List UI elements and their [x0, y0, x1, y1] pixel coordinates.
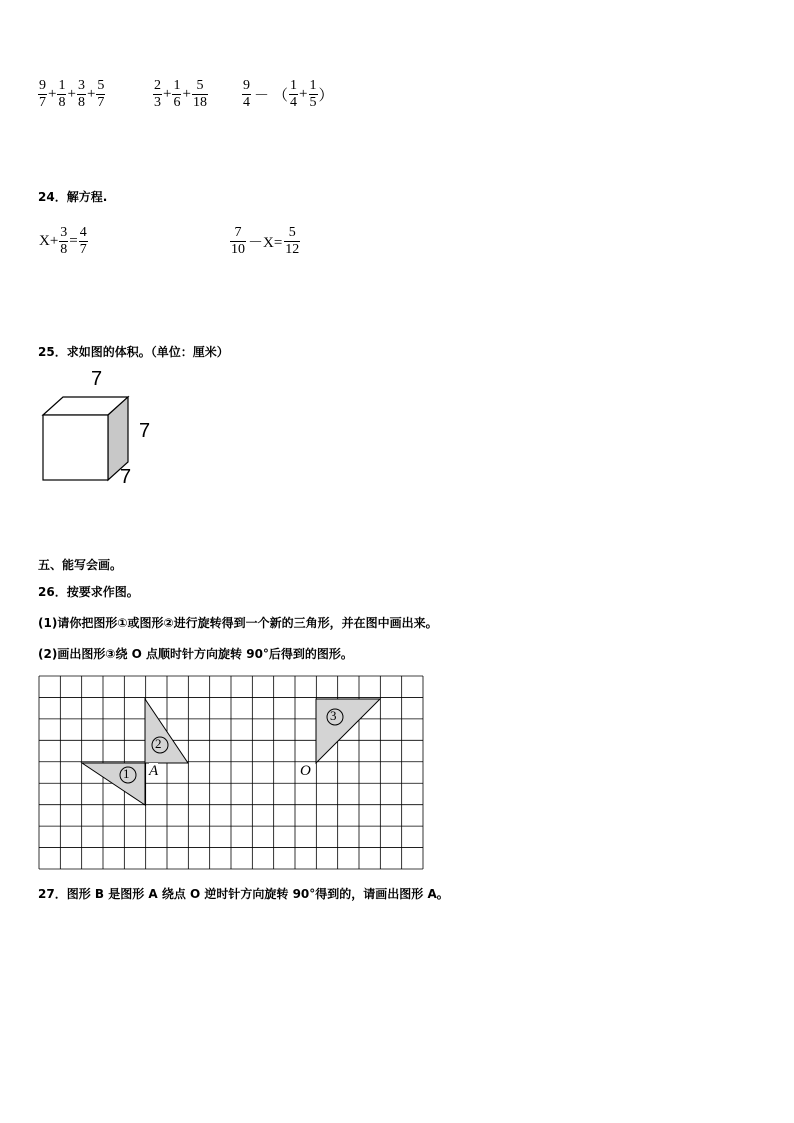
fraction: $\frac{2}{3}$: [154, 78, 161, 110]
triangle-2: [145, 699, 188, 763]
fraction: $\frac{3}{8}$: [77, 78, 85, 110]
fraction: $\frac{9}{4}$: [243, 78, 250, 110]
question-26-part-2: (2)画出图形③绕 O 点顺时针方向旋转 90°后得到的图形。: [38, 647, 353, 661]
label-3: 3: [330, 708, 337, 723]
label-2: 2: [155, 736, 162, 751]
fraction: $\frac{5}{18}$: [192, 78, 207, 110]
operator: －: [254, 88, 270, 104]
fraction: $\frac{5}{7}$: [97, 78, 105, 110]
calc-expression-3: [242, 78, 335, 111]
calc-expression-1: [38, 78, 105, 111]
cube-top-label: 7: [91, 368, 103, 390]
operator: +: [67, 86, 76, 102]
grid-drawing: [38, 675, 424, 870]
rotation-grid: [38, 675, 424, 870]
cube-figure: [38, 368, 168, 493]
point-o-label: O: [300, 763, 311, 779]
fraction: $\frac{7}{10}$: [231, 225, 245, 257]
fraction: $\frac{1}{6}$: [173, 78, 181, 110]
question-25-title: 25．求如图的体积。（单位：厘米）: [38, 345, 229, 359]
question-24-title: 24．解方程.: [38, 190, 108, 204]
fraction: $\frac{5}{12}$: [285, 225, 300, 257]
operator: +: [48, 86, 57, 102]
question-27-title: 27．图形 B 是图形 A 绕点 O 逆时针方向旋转 90°得到的，请画出图形 A。: [38, 887, 449, 901]
cube-right-label: 7: [139, 420, 151, 442]
paren: （: [273, 88, 289, 104]
operator: +: [299, 86, 308, 102]
fraction: $\frac{3}{8}$: [60, 225, 68, 257]
fraction: $\frac{4}{7}$: [79, 225, 87, 257]
operator: +: [182, 86, 191, 102]
section-5-title: 五、能写会画。: [38, 558, 123, 572]
point-a-label: A: [149, 763, 159, 779]
equation-2: $\frac{7}{10}$ －X= $\frac{5}{12}$: [231, 225, 300, 257]
triangle-1: [82, 763, 145, 805]
paren: ）: [318, 88, 334, 104]
fraction: $\frac{1}{5}$: [309, 78, 317, 110]
question-26-title: 26．按要求作图。: [38, 585, 139, 599]
label-1: 1: [123, 766, 130, 781]
operator: +: [86, 86, 96, 102]
calc-expression-2: [153, 78, 208, 111]
question-26-part-1: (1)请你把图形①或图形②进行旋转得到一个新的三角形，并在图中画出来。: [38, 616, 438, 630]
triangle-3: [316, 699, 380, 763]
fraction: $\frac{9}{7}$: [39, 78, 46, 110]
equation-1: X+ $\frac{3}{8}$ = $\frac{4}{7}$: [39, 225, 87, 257]
fraction: $\frac{1}{8}$: [58, 78, 66, 110]
cube-depth-label: 7: [120, 466, 132, 488]
fraction: $\frac{1}{4}$: [290, 78, 298, 110]
operator: +: [163, 86, 172, 102]
